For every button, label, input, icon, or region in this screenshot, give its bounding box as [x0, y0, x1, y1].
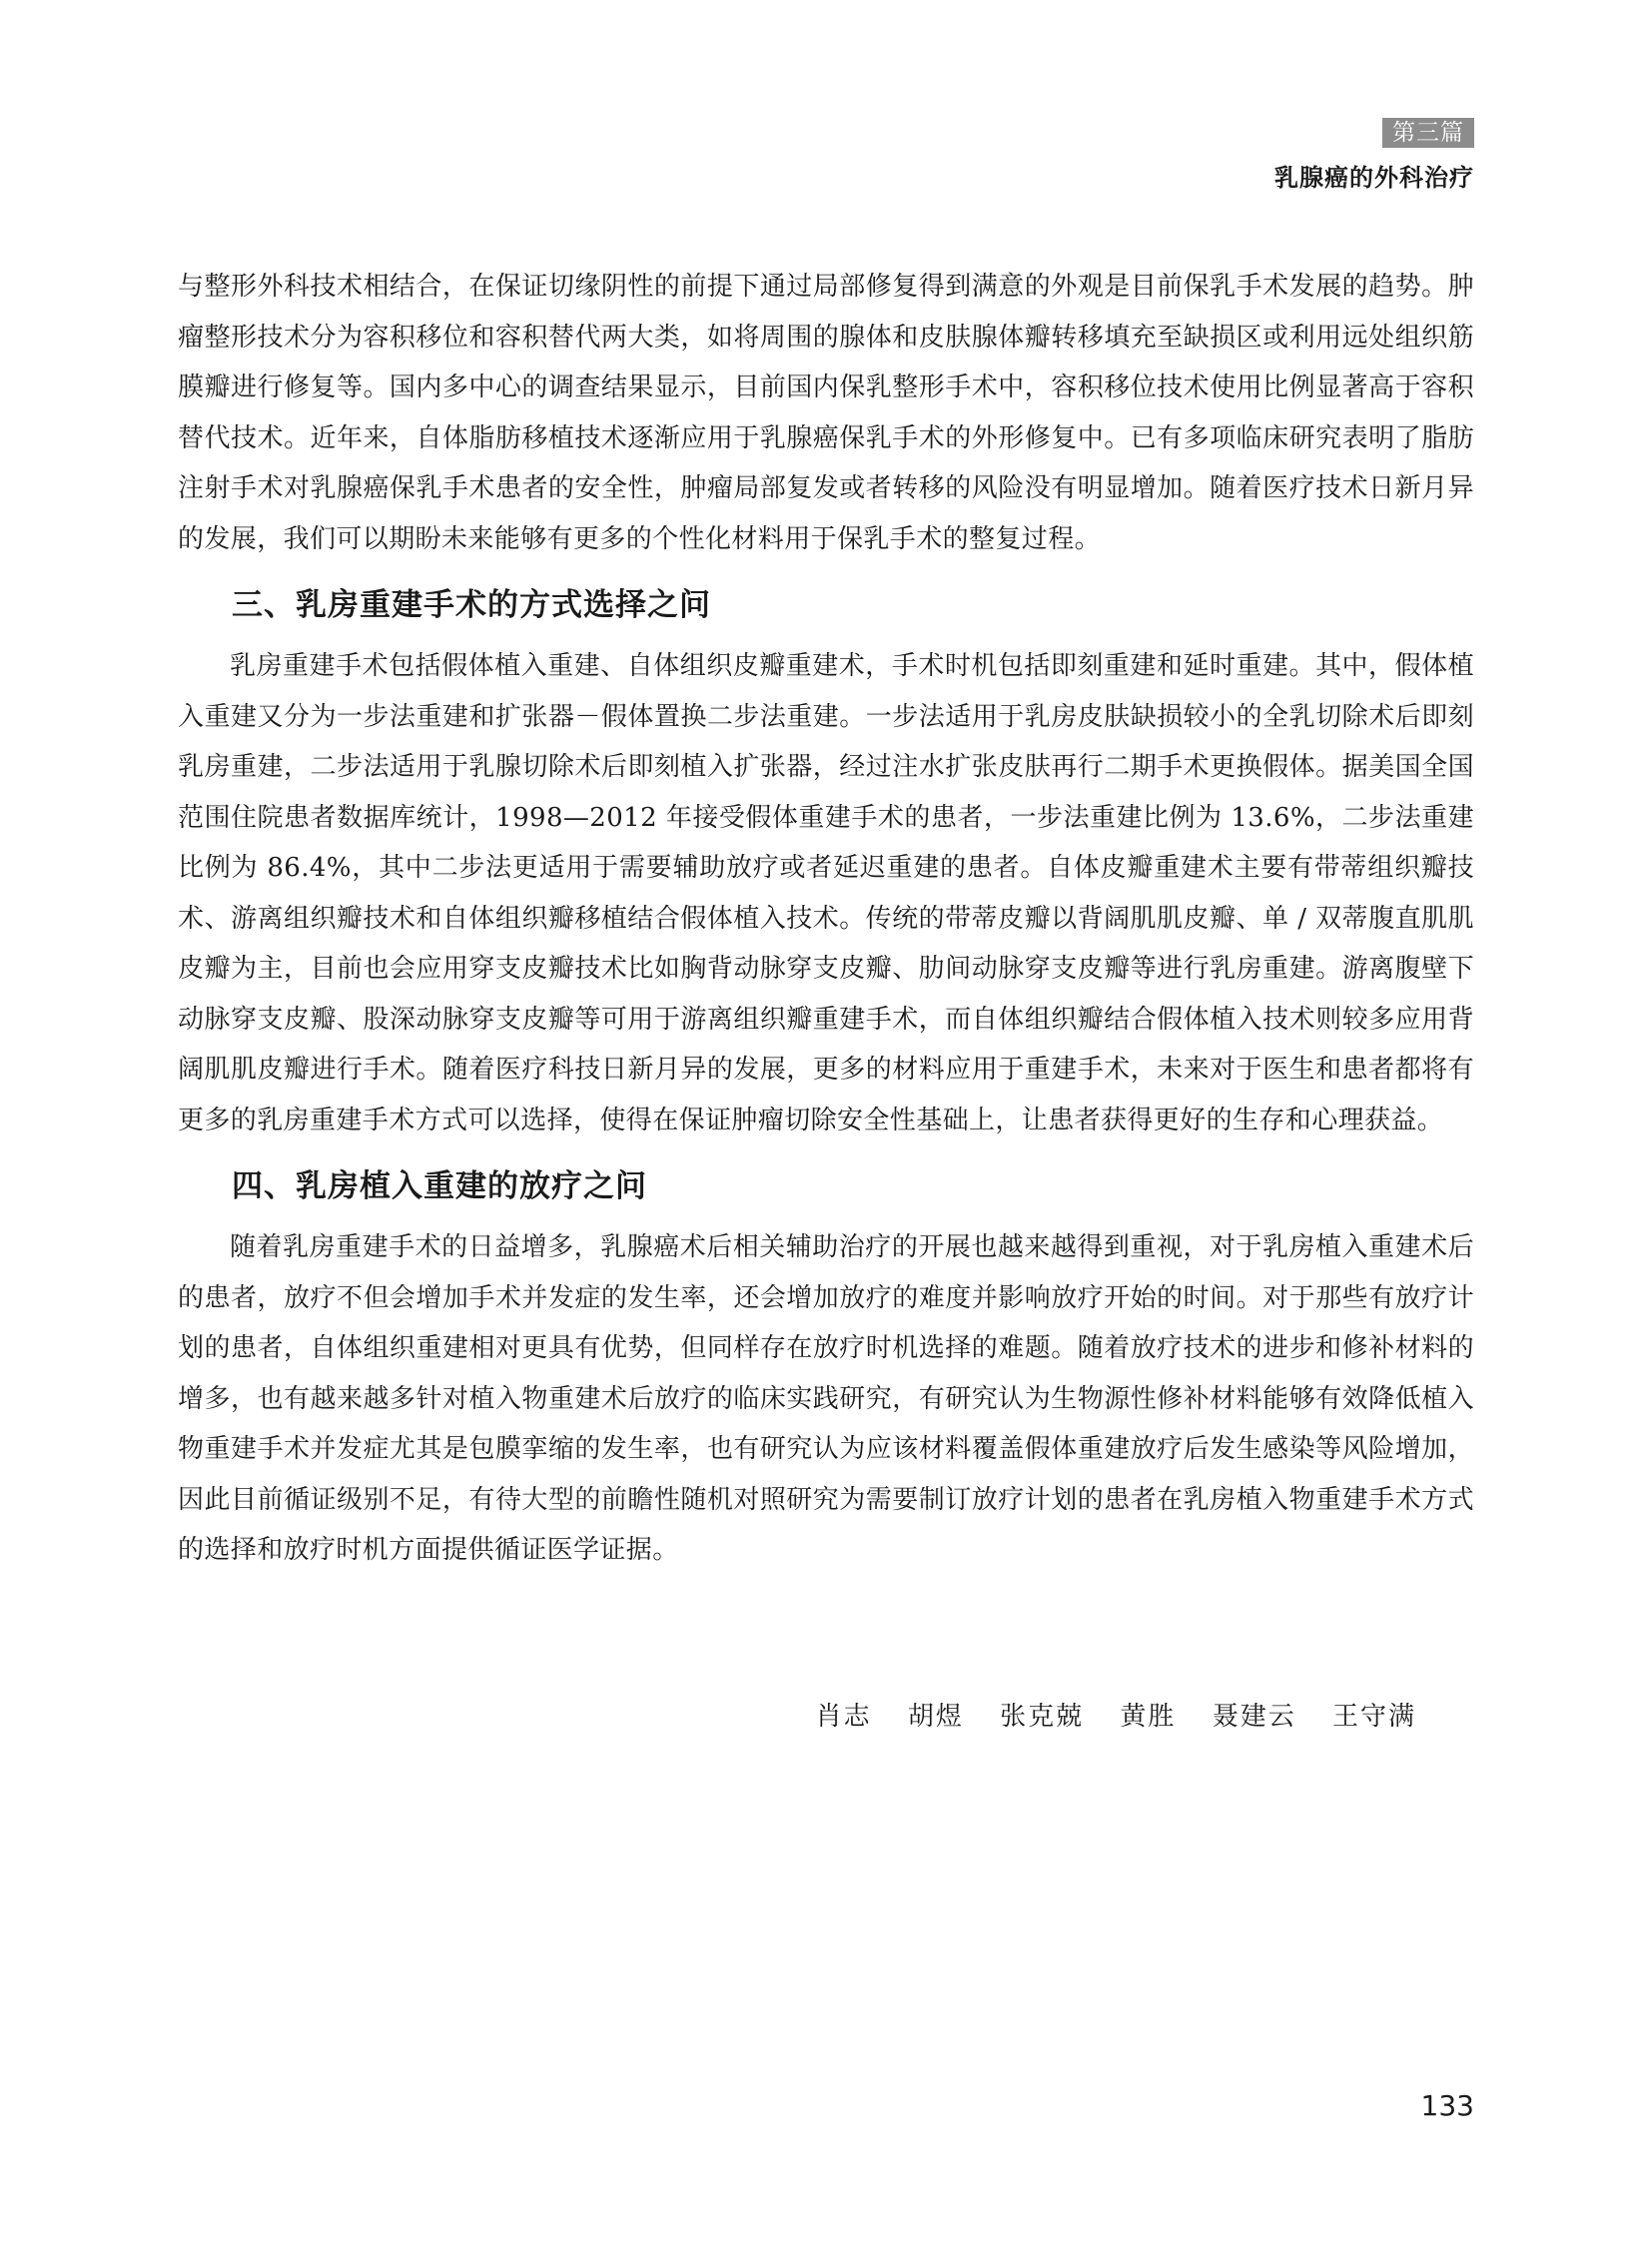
author-name: 肖志 [815, 1702, 872, 1732]
author-list [790, 1696, 1416, 1733]
author-name: 聂建云 [1212, 1702, 1296, 1732]
main-content [178, 262, 1474, 1576]
author-name: 胡煜 [907, 1702, 964, 1732]
chapter-title: 乳腺癌的外科治疗 [1274, 164, 1474, 192]
page-number: 133 [1420, 2089, 1474, 2122]
section-heading-4: 四、乳房植入重建的放疗之问 [232, 1168, 647, 1204]
intro-paragraph: 与整形外科技术相结合，在保证切缘阴性的前提下通过局部修复得到满意的外观是目前保乳手术发展的趋势。肿瘤整形技术分为容积移位和容积替代两大类，如将周围的腺体和皮肤腺体瓣转移填充至缺损区或利用远处组织筋膜瓣进行修复等。国内多中心的调查结果显示，目前国内保乳整形手术中，容积移位技术使用比例显著高于容积替代技术。近年来，自体脂肪移植技术逐渐应用于乳腺癌保乳手术的外形修复中。已有多项临床研究表明了脂肪注射手术对乳腺癌保乳手术患者的安全性，肿瘤局部复发或者转移的风险没有明显增加。随着医疗技术日新月异的发展，我们可以期盼未来能够有更多的个性化材料用于保乳手术的整复过程。 [178, 272, 1474, 554]
section-paragraph-4: 随着乳房重建手术的日益增多，乳腺癌术后相关辅助治疗的开展也越来越得到重视，对于乳房植入重建术后的患者，放疗不但会增加手术并发症的发生率，还会增加放疗的难度并影响放疗开始的时间。对于那些有放疗计划的患者，自体组织重建相对更具有优势，但同样存在放疗时机选择的难题。随着放疗技术的进步和修补材料的增多，也有越来越多针对植入物重建术后放疗的临床实践研究，有研究认为生物源性修补材料能够有效降低植入物重建手术并发症尤其是包膜挛缩的发生率，也有研究认为应该材料覆盖假体重建放疗后发生感染等风险增加，因此目前循证级别不足，有待大型的前瞻性随机对照研究为需要制订放疗计划的患者在乳房植入物重建手术方式的选择和放疗时机方面提供循证医学证据。 [178, 1232, 1474, 1565]
author-name: 张克兢 [1000, 1702, 1085, 1732]
author-name: 王守满 [1331, 1702, 1416, 1732]
running-header [1274, 118, 1474, 193]
part-badge: 第三篇 [1382, 118, 1474, 148]
section-paragraph-3: 乳房重建手术包括假体植入重建、自体组织皮瓣重建术，手术时机包括即刻重建和延时重建。其中，假体植入重建又分为一步法重建和扩张器－假体置换二步法重建。一步法适用于乳房皮肤缺损较小的全乳切除术后即刻乳房重建，二步法适用于乳腺切除术后即刻植入扩张器，经过注水扩张皮肤再行二期手术更换假体。据美国全国范围住院患者数据库统计，1998—2012 年接受假体重建手术的患者，一步法重建比例为 13.6%，二步法重建比例为 86.4%，其中二步法更适用于需要辅助放疗或者延迟重建的患者。自体皮瓣重建术主要有带蒂组织瓣技术、游离组织瓣技术和自体组织瓣移植结合假体植入技术。传统的带蒂皮瓣以背阔肌肌皮瓣、单 / 双蒂腹直肌肌皮瓣为主，目前也会应用穿支皮瓣技术比如胸背动脉穿支皮瓣、肋间动脉穿支皮瓣等进行乳房重建。游离腹壁下动脉穿支皮瓣、股深动脉穿支皮瓣等可用于游离组织瓣重建手术，而自体组织瓣结合假体植入技术则较多应用背阔肌肌皮瓣进行手术。随着医疗科技日新月异的发展，更多的材料应用于重建手术，未来对于医生和患者都将有更多的乳房重建手术方式可以选择，使得在保证肿瘤切除安全性基础上，让患者获得更好的生存和心理获益。 [178, 651, 1474, 1135]
section-heading-3: 三、乳房重建手术的方式选择之问 [232, 587, 711, 623]
author-name: 黄胜 [1120, 1702, 1177, 1732]
